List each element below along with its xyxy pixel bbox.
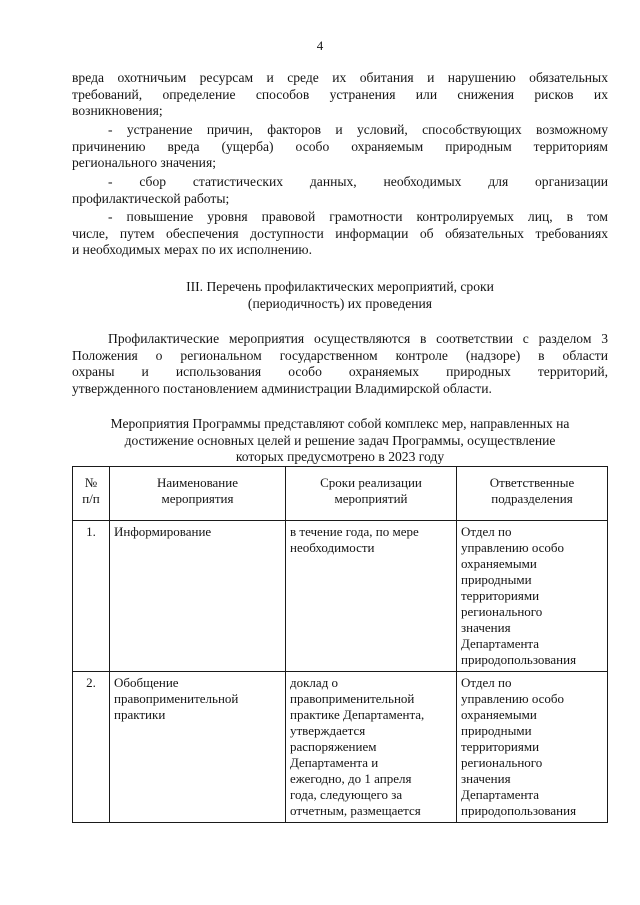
page-number: 4 — [316, 38, 324, 53]
heading-line: (периодичность) их проведения — [247, 296, 433, 311]
cell-number: 1. — [73, 521, 110, 672]
line: Мероприятия Программы представляют собой комплекс мер, направленных на — [110, 416, 570, 431]
cell-responsible: Отдел по управлению особо охраняемыми природными территориями регионального значения Департамента природопользования — [457, 672, 608, 823]
cell-term: доклад о правоприменительной практике Департамента, утверждается распоряжением Департамента и ежегодно, до 1 апреля года, следующего за отчетным, размещается — [286, 672, 457, 823]
paragraph-3 — [72, 174, 608, 207]
table-header-row — [73, 467, 608, 521]
line: достижение основных целей и решение задач Программы, осуществление — [124, 432, 556, 448]
cell-term: в течение года, по мере необходимости — [286, 521, 457, 672]
line: регионального значения; — [72, 155, 216, 170]
line: - устранение причин, факторов и условий, способствующих возможному — [108, 122, 608, 137]
table-row — [73, 672, 608, 823]
section-heading — [72, 278, 608, 312]
paragraph-6 — [72, 416, 608, 466]
line: Положения о региональном государственном контроле (надзоре) в области — [72, 347, 608, 363]
line: - сбор статистических данных, необходимых для организации — [108, 174, 608, 189]
line: утвержденного постановлением администрации Владимирской области. — [72, 380, 492, 396]
line: и необходимых мерах по их исполнению. — [72, 242, 312, 257]
paragraph-5 — [72, 331, 608, 397]
cell-name: Обобщение правоприменительной практики — [110, 672, 286, 823]
line: возникновения; — [72, 103, 163, 118]
paragraph-1 — [72, 70, 608, 120]
table-row — [73, 521, 608, 672]
heading-line: III. Перечень профилактических мероприятий, сроки — [186, 279, 494, 294]
header-name: Наименование мероприятия — [110, 467, 286, 521]
header-number: № п/п — [73, 467, 110, 521]
header-responsible: Ответственные подразделения — [457, 467, 608, 521]
header-term: Сроки реализации мероприятий — [286, 467, 457, 521]
paragraph-4 — [72, 209, 608, 259]
cell-responsible: Отдел по управлению особо охраняемыми природными территориями регионального значения Департамента природопользования — [457, 521, 608, 672]
line: профилактической работы; — [72, 190, 230, 206]
events-table — [72, 466, 608, 823]
cell-number: 2. — [73, 672, 110, 823]
line: вреда охотничьим ресурсам и среде их обитания и нарушению обязательных — [72, 70, 608, 85]
paragraph-2 — [72, 122, 608, 172]
line: - повышение уровня правовой грамотности контролируемых лиц, в том — [108, 209, 608, 224]
line: требований, определение способов устранения или снижения рисков их — [72, 86, 608, 102]
line: охраны и использования особо охраняемых природных территорий, — [72, 364, 608, 379]
cell-name: Информирование — [110, 521, 286, 672]
line: числе, путем обеспечения доступности информации об обязательных требованиях — [72, 225, 608, 241]
line: которых предусмотрено в 2023 году — [235, 449, 445, 464]
line: Профилактические мероприятия осуществляются в соответствии с разделом 3 — [108, 331, 608, 346]
line: причинению вреда (ущерба) особо охраняемым природным территориям — [72, 138, 608, 154]
